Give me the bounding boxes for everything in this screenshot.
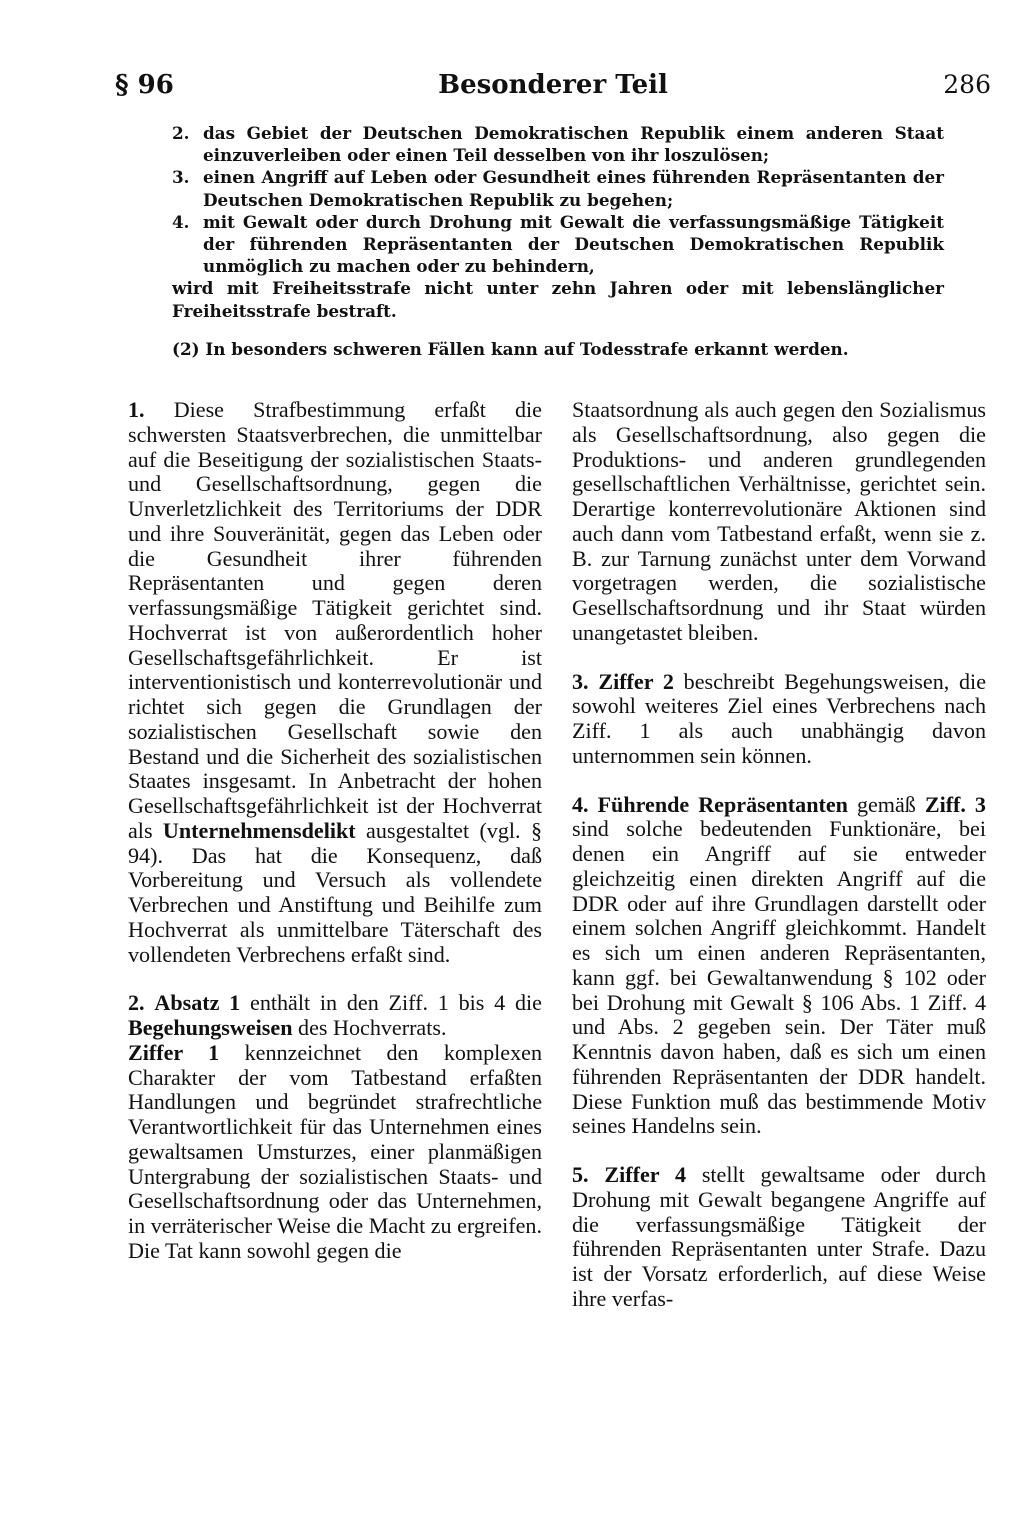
commentary-left-column	[128, 398, 542, 1264]
commentary-note-2	[128, 991, 542, 1041]
note-number: 3.	[572, 668, 589, 694]
commentary-note-4	[572, 793, 986, 1140]
statute-item	[172, 166, 944, 210]
note-number: 5.	[572, 1162, 589, 1187]
note-text: ausgestaltet (vgl. § 94). Das hat die Konsequenz, daß Vorbereitung und Versuch als vollendete Verbrechen und Anstiftung und Beihilfe zum Hochverrat als unmittelbare Täterschaft des vollendeten Verbrechens erfaßt sind.	[128, 817, 542, 967]
note-text: enthält in den Ziff. 1 bis 4 die	[250, 990, 542, 1016]
penalty-clause: wird mit Freiheitsstrafe nicht unter zehn Jahren oder mit lebenslänglicher Freiheitsstrafe bestraft.	[172, 278, 944, 321]
note-text: gemäß	[856, 791, 916, 817]
note-number: 1.	[128, 397, 145, 422]
item-text: einen Angriff auf Leben oder Gesundheit eines führenden Repräsentanten der Deutschen Demokratischen Republik zu begehen;	[203, 167, 944, 210]
note-number: 4.	[572, 791, 589, 817]
note-text: kennzeichnet den komplexen Charakter der vom Tatbestand erfaßten Handlungen und begründet strafrechtliche Verantwortlichkeit für das Unternehmen eines gewaltsamen Umsturzes, einer planmäßigen Untergrabung der sozialistischen Staats- und Gesellschaftsordnung oder das Unternehmen, in verräterischer Weise die Macht zu ergreifen. Die Tat kann sowohl gegen die	[128, 1039, 542, 1263]
note-bold-term: Unternehmensdelikt	[162, 817, 356, 843]
item-text: mit Gewalt oder durch Drohung mit Gewalt die verfassungsmäßige Tätigkeit der führenden Repräsentanten der Deutschen Demokratischen Republik unmöglich zu machen oder zu behindern,	[203, 211, 944, 277]
statute-text	[172, 122, 944, 360]
item-number: 3.	[172, 167, 190, 188]
commentary-note-2-ziffer-1	[128, 1041, 542, 1264]
header-title: Besonderer Teil	[438, 70, 668, 100]
commentary-note-2-continued	[572, 398, 986, 646]
commentary-right-column	[572, 398, 986, 1312]
note-bold-term: Begehungsweisen	[128, 1015, 293, 1040]
note-text: des Hochverrats.	[298, 1015, 447, 1040]
note-bold-term: Ziffer 1	[128, 1039, 220, 1065]
note-bold-term: Führende Repräsentanten	[597, 791, 848, 817]
note-bold-term: Ziffer 2	[598, 668, 674, 694]
note-bold-term: Ziff. 3	[924, 791, 986, 817]
note-text: beschreibt Begehungsweisen, die sowohl weiteres Ziel eines Verbrechens nach Ziff. 1 als auch unabhängig davon unternommen sein können.	[572, 668, 986, 768]
note-bold-term: Ziffer 4	[604, 1162, 687, 1187]
paragraph-2: (2) In besonders schweren Fällen kann auf Todesstrafe erkannt werden.	[172, 338, 849, 359]
statute-item	[172, 211, 944, 278]
note-bold-term: Absatz 1	[154, 990, 241, 1016]
note-text: Diese Strafbestimmung erfaßt die schwersten Staatsverbrechen, die unmittelbar auf die Beseitigung der sozialistischen Staats- und Gesellschaftsordnung, gegen die Unverletzlichkeit des Territoriums der DDR und ihre Souveränität, gegen das Leben oder die Gesundheit ihrer führenden Repräsentanten und gegen deren verfassungsmäßige Tätigkeit gerichtet sind. Hochverrat ist von außerordentlich hoher Gesellschaftsgefährlichkeit. Er ist interventionistisch und konterrevolutionär und richtet sich gegen die Grundlagen der sozialistischen Gesellschaft sowie den Bestand und die Sicherheit des sozialistischen Staates insgesamt. In Anbetracht der hohen Gesellschaftsgefährlichkeit ist der Hochverrat als	[128, 397, 542, 843]
item-number: 2.	[172, 123, 190, 143]
note-number: 2.	[128, 990, 145, 1016]
commentary-note-5	[572, 1163, 986, 1312]
item-text: das Gebiet der Deutschen Demokratischen Republik einem anderen Staat einzuverleiben oder einen Teil desselben von ihr loszulösen;	[203, 123, 944, 166]
item-number: 4.	[172, 211, 190, 232]
statute-item	[172, 122, 944, 166]
note-text: sind solche bedeutenden Funktionäre, bei denen ein Angriff auf sie entweder gleichzeitig einen direkten Angriff auf die DDR oder auf ihre Grundlagen darstellt oder einem solchen Angriff gleichkommt. Handelt es sich um einen anderen Repräsentanten, kann ggf. bei Gewaltanwendung § 102 oder bei Drohung mit Gewalt § 106 Abs. 1 Ziff. 4 und Abs. 2 gegeben sein. Der Täter muß Kenntnis davon haben, daß es sich um einen führenden Repräsentanten der DDR handelt. Diese Funktion muß das bestimmende Motiv seines Handelns sein.	[572, 816, 986, 1139]
running-header	[115, 70, 991, 110]
commentary-note-3	[572, 670, 986, 769]
section-number: § 96	[115, 70, 174, 100]
page-number: 286	[943, 70, 991, 99]
note-text: Staatsordnung als auch gegen den Sozialismus als Gesellschaftsordnung, also gegen die Produktions- und anderen grundlegenden gesellschaftlichen Verhältnisse, gerichtet sein. Derartige konterrevolutionäre Aktionen sind auch dann vom Tatbestand erfaßt, wenn sie z. B. zur Tarnung zunächst unter dem Vorwand vorgetragen werden, die sozialistische Gesellschaftsordnung und ihr Staat würden unangetastet bleiben.	[572, 397, 986, 645]
commentary-note-1	[128, 398, 542, 967]
note-text: stellt gewaltsame oder durch Drohung mit Gewalt begangene Angriffe auf die verfassungsmäßige Tätigkeit der führenden Repräsentanten unter Strafe. Dazu ist der Vorsatz erforderlich, auf diese Weise ihre verfas-	[572, 1162, 986, 1311]
